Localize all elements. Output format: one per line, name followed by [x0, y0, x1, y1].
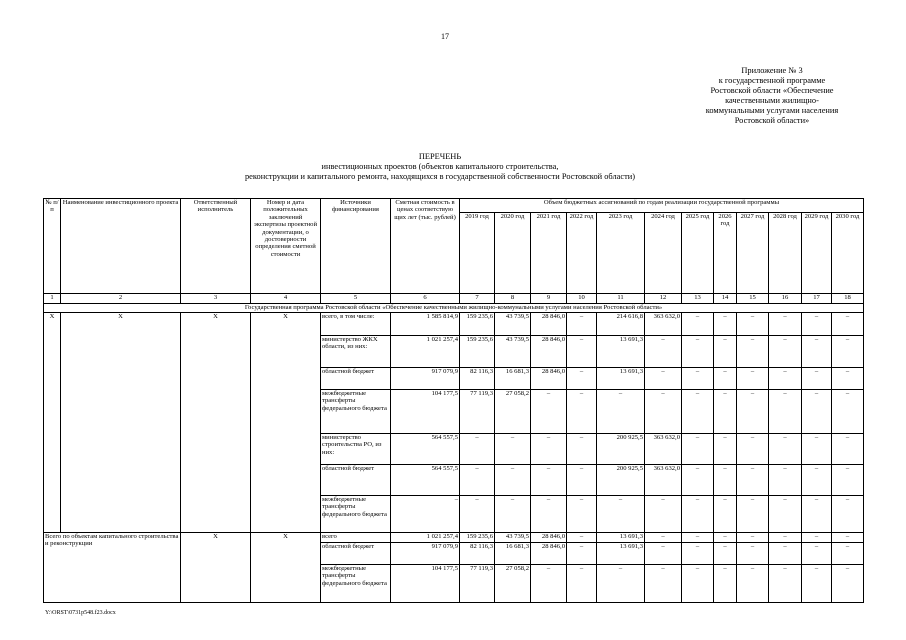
header-volume: Объем бюджетных ассигнований по годам реализации государственной программы — [460, 199, 864, 213]
source-cell: министерство ЖКХ области, из них: — [321, 336, 391, 368]
year-header: 2025 год — [682, 213, 714, 294]
value-cell: – — [531, 496, 567, 533]
value-cell: – — [802, 533, 832, 543]
value-cell: – — [714, 390, 737, 434]
value-cell: – — [714, 313, 737, 336]
value-cell: – — [495, 496, 531, 533]
year-header: 2020 год — [495, 213, 531, 294]
source-cell: межбюджетные трансферты федерального бюджета — [321, 565, 391, 603]
value-cell: – — [714, 496, 737, 533]
column-number: 13 — [682, 294, 714, 304]
value-cell: 363 632,0 — [645, 434, 682, 465]
value-cell: – — [714, 368, 737, 390]
value-cell: 200 925,5 — [597, 434, 645, 465]
value-cell: – — [682, 313, 714, 336]
value-cell: – — [682, 565, 714, 603]
document-title — [150, 152, 730, 182]
value-cell: – — [802, 336, 832, 368]
year-header: 2027 год — [737, 213, 769, 294]
value-cell: 16 681,3 — [495, 368, 531, 390]
value-cell: – — [531, 390, 567, 434]
value-cell: 28 846,0 — [531, 313, 567, 336]
value-cell: – — [802, 496, 832, 533]
value-cell: 43 739,5 — [495, 533, 531, 543]
column-number: 10 — [567, 294, 597, 304]
value-cell: – — [769, 565, 802, 603]
column-number: 7 — [460, 294, 495, 304]
group-num: X — [44, 313, 61, 533]
value-cell: – — [460, 496, 495, 533]
value-cell: – — [645, 336, 682, 368]
year-header: 2028 год — [769, 213, 802, 294]
column-number: 8 — [495, 294, 531, 304]
source-cell: министерство строительства РО, из них: — [321, 434, 391, 465]
year-header: 2019 год — [460, 213, 495, 294]
column-number: 2 — [61, 294, 181, 304]
value-cell: – — [682, 496, 714, 533]
value-cell: – — [567, 434, 597, 465]
year-header: 2023 год — [597, 213, 645, 294]
column-number: 12 — [645, 294, 682, 304]
year-header: 2022 год — [567, 213, 597, 294]
table-body — [44, 294, 864, 603]
cost-cell: 564 557,5 — [391, 465, 460, 496]
year-header: 2024 год — [645, 213, 682, 294]
cost-cell: – — [391, 496, 460, 533]
value-cell: – — [832, 565, 864, 603]
value-cell: 214 616,8 — [597, 313, 645, 336]
value-cell: – — [531, 465, 567, 496]
value-cell: – — [531, 565, 567, 603]
column-number: 11 — [597, 294, 645, 304]
value-cell: – — [645, 565, 682, 603]
cost-cell: 1 021 257,4 — [391, 533, 460, 543]
value-cell: 13 691,3 — [597, 336, 645, 368]
value-cell: – — [769, 313, 802, 336]
value-cell: – — [682, 543, 714, 565]
value-cell: – — [832, 336, 864, 368]
value-cell: – — [460, 434, 495, 465]
file-path: Y:\ORST\0731p548.f23.docx — [45, 610, 116, 616]
source-cell: межбюджетные трансферты федерального бюджета — [321, 496, 391, 533]
appendix-line: коммунальными услугами населения — [705, 106, 839, 115]
value-cell: – — [714, 565, 737, 603]
value-cell: – — [802, 465, 832, 496]
value-cell: – — [737, 533, 769, 543]
header-num: № п/п — [44, 199, 61, 294]
column-numbers-row — [44, 294, 864, 304]
value-cell: – — [645, 390, 682, 434]
source-cell: межбюджетные трансферты федерального бюджета — [321, 390, 391, 434]
value-cell: – — [769, 496, 802, 533]
value-cell: – — [769, 336, 802, 368]
group-total-name: Всего по объектам капитального строительства и реконструкции — [44, 533, 181, 603]
value-cell: – — [832, 313, 864, 336]
value-cell: – — [769, 434, 802, 465]
value-cell: – — [714, 336, 737, 368]
cost-cell: 104 177,5 — [391, 390, 460, 434]
value-cell: 13 691,3 — [597, 533, 645, 543]
value-cell: – — [802, 543, 832, 565]
source-cell: областной бюджет — [321, 543, 391, 565]
value-cell: – — [769, 368, 802, 390]
source-cell: всего, в том числе: — [321, 313, 391, 336]
value-cell: 159 235,6 — [460, 313, 495, 336]
cost-cell: 1 585 814,9 — [391, 313, 460, 336]
value-cell: 43 739,5 — [495, 313, 531, 336]
value-cell: – — [714, 434, 737, 465]
column-number: 5 — [321, 294, 391, 304]
value-cell: – — [802, 565, 832, 603]
year-header: 2026 год — [714, 213, 737, 294]
value-cell: – — [682, 434, 714, 465]
header-resp: Ответственный исполнитель — [181, 199, 251, 294]
cost-cell: 1 021 257,4 — [391, 336, 460, 368]
value-cell: – — [645, 368, 682, 390]
investment-projects-table — [43, 198, 864, 603]
column-number: 18 — [832, 294, 864, 304]
value-cell: – — [714, 543, 737, 565]
value-cell: – — [832, 543, 864, 565]
value-cell: – — [645, 543, 682, 565]
value-cell: 363 632,0 — [645, 313, 682, 336]
value-cell: 82 116,3 — [460, 543, 495, 565]
value-cell: – — [682, 390, 714, 434]
column-number: 16 — [769, 294, 802, 304]
value-cell: – — [737, 434, 769, 465]
value-cell: – — [495, 434, 531, 465]
group-total-expert: X — [251, 533, 321, 603]
value-cell: 159 235,6 — [460, 336, 495, 368]
value-cell: – — [531, 434, 567, 465]
cost-cell: 917 079,9 — [391, 368, 460, 390]
header-expert: Номер и дата положительных заключений экспертизы проектной документации, о достоверности определения сметной стоимости — [251, 199, 321, 294]
value-cell: 43 739,5 — [495, 336, 531, 368]
value-cell: – — [567, 496, 597, 533]
value-cell: – — [597, 390, 645, 434]
value-cell: – — [567, 390, 597, 434]
value-cell: 28 846,0 — [531, 368, 567, 390]
source-cell: всего — [321, 533, 391, 543]
value-cell: – — [682, 465, 714, 496]
title-line: инвестиционных проектов (объектов капитального строительства, — [321, 162, 559, 171]
value-cell: – — [645, 533, 682, 543]
column-number: 4 — [251, 294, 321, 304]
value-cell: – — [645, 496, 682, 533]
column-number: 14 — [714, 294, 737, 304]
year-header: 2021 год — [531, 213, 567, 294]
value-cell: 28 846,0 — [531, 336, 567, 368]
value-cell: – — [567, 465, 597, 496]
header-name: Наименование инвестиционного проекта — [61, 199, 181, 294]
value-cell: 82 116,3 — [460, 368, 495, 390]
value-cell: 13 691,3 — [597, 543, 645, 565]
appendix-line: Ростовской области «Обеспечение — [710, 86, 834, 95]
column-number: 6 — [391, 294, 460, 304]
value-cell: – — [567, 368, 597, 390]
appendix-line: Приложение № 3 — [741, 66, 803, 75]
page-number: 17 — [441, 32, 449, 41]
value-cell: – — [714, 533, 737, 543]
value-cell: – — [769, 543, 802, 565]
value-cell: – — [802, 390, 832, 434]
value-cell: 27 058,2 — [495, 565, 531, 603]
program-title: Государственная программа Ростовской области «Обеспечение качественными жилищно-коммунальными услугами населения Ростовской области» — [44, 304, 864, 313]
cost-cell: 917 079,9 — [391, 543, 460, 565]
value-cell: – — [737, 336, 769, 368]
value-cell: 16 681,3 — [495, 543, 531, 565]
value-cell: 363 632,0 — [645, 465, 682, 496]
header-cost: Сметная стоимость в ценах соответствую щих лет (тыс. рублей) — [391, 199, 460, 294]
value-cell: 77 119,3 — [460, 565, 495, 603]
value-cell: – — [567, 565, 597, 603]
value-cell: – — [832, 533, 864, 543]
appendix-caption — [672, 66, 872, 126]
column-number: 15 — [737, 294, 769, 304]
value-cell: – — [737, 543, 769, 565]
program-row — [44, 304, 864, 313]
value-cell: – — [769, 390, 802, 434]
value-cell: 159 235,6 — [460, 533, 495, 543]
title-line: ПЕРЕЧЕНЬ — [418, 152, 462, 161]
value-cell: – — [769, 533, 802, 543]
table-row — [44, 313, 864, 336]
column-number: 1 — [44, 294, 61, 304]
source-cell: областной бюджет — [321, 465, 391, 496]
column-number: 17 — [802, 294, 832, 304]
group-name: X — [61, 313, 181, 533]
value-cell: – — [567, 543, 597, 565]
value-cell: – — [495, 465, 531, 496]
value-cell: – — [737, 313, 769, 336]
value-cell: – — [682, 368, 714, 390]
year-header: 2030 год — [832, 213, 864, 294]
value-cell: 200 925,5 — [597, 465, 645, 496]
column-number: 9 — [531, 294, 567, 304]
value-cell: 13 691,3 — [597, 368, 645, 390]
value-cell: – — [737, 368, 769, 390]
value-cell: 28 846,0 — [531, 543, 567, 565]
value-cell: – — [832, 496, 864, 533]
group-resp: X — [181, 313, 251, 533]
value-cell: – — [567, 336, 597, 368]
appendix-line: качественными жилищно- — [725, 96, 819, 105]
group-total-resp: X — [181, 533, 251, 603]
group-expert: X — [251, 313, 321, 533]
value-cell: 27 058,2 — [495, 390, 531, 434]
value-cell: – — [832, 368, 864, 390]
value-cell: 28 846,0 — [531, 533, 567, 543]
value-cell: 77 119,3 — [460, 390, 495, 434]
value-cell: – — [597, 496, 645, 533]
value-cell: – — [832, 434, 864, 465]
value-cell: – — [737, 565, 769, 603]
column-number: 3 — [181, 294, 251, 304]
value-cell: – — [567, 313, 597, 336]
value-cell: – — [682, 533, 714, 543]
value-cell: – — [714, 465, 737, 496]
value-cell: – — [832, 390, 864, 434]
value-cell: – — [737, 390, 769, 434]
value-cell: – — [802, 434, 832, 465]
cost-cell: 104 177,5 — [391, 565, 460, 603]
value-cell: – — [802, 368, 832, 390]
header-source: Источники финансирования — [321, 199, 391, 294]
value-cell: – — [769, 465, 802, 496]
source-cell: областной бюджет — [321, 368, 391, 390]
value-cell: – — [567, 533, 597, 543]
value-cell: – — [802, 313, 832, 336]
value-cell: – — [597, 565, 645, 603]
cost-cell: 564 557,5 — [391, 434, 460, 465]
value-cell: – — [682, 336, 714, 368]
appendix-line: Ростовской области» — [734, 116, 810, 125]
value-cell: – — [832, 465, 864, 496]
appendix-line: к государственной программе — [718, 76, 826, 85]
title-line: реконструкции и капитального ремонта, находящихся в государственной собственности Ростовской области) — [244, 172, 635, 181]
value-cell: – — [460, 465, 495, 496]
year-header: 2029 год — [802, 213, 832, 294]
value-cell: – — [737, 496, 769, 533]
value-cell: – — [737, 465, 769, 496]
table-row — [44, 533, 864, 543]
